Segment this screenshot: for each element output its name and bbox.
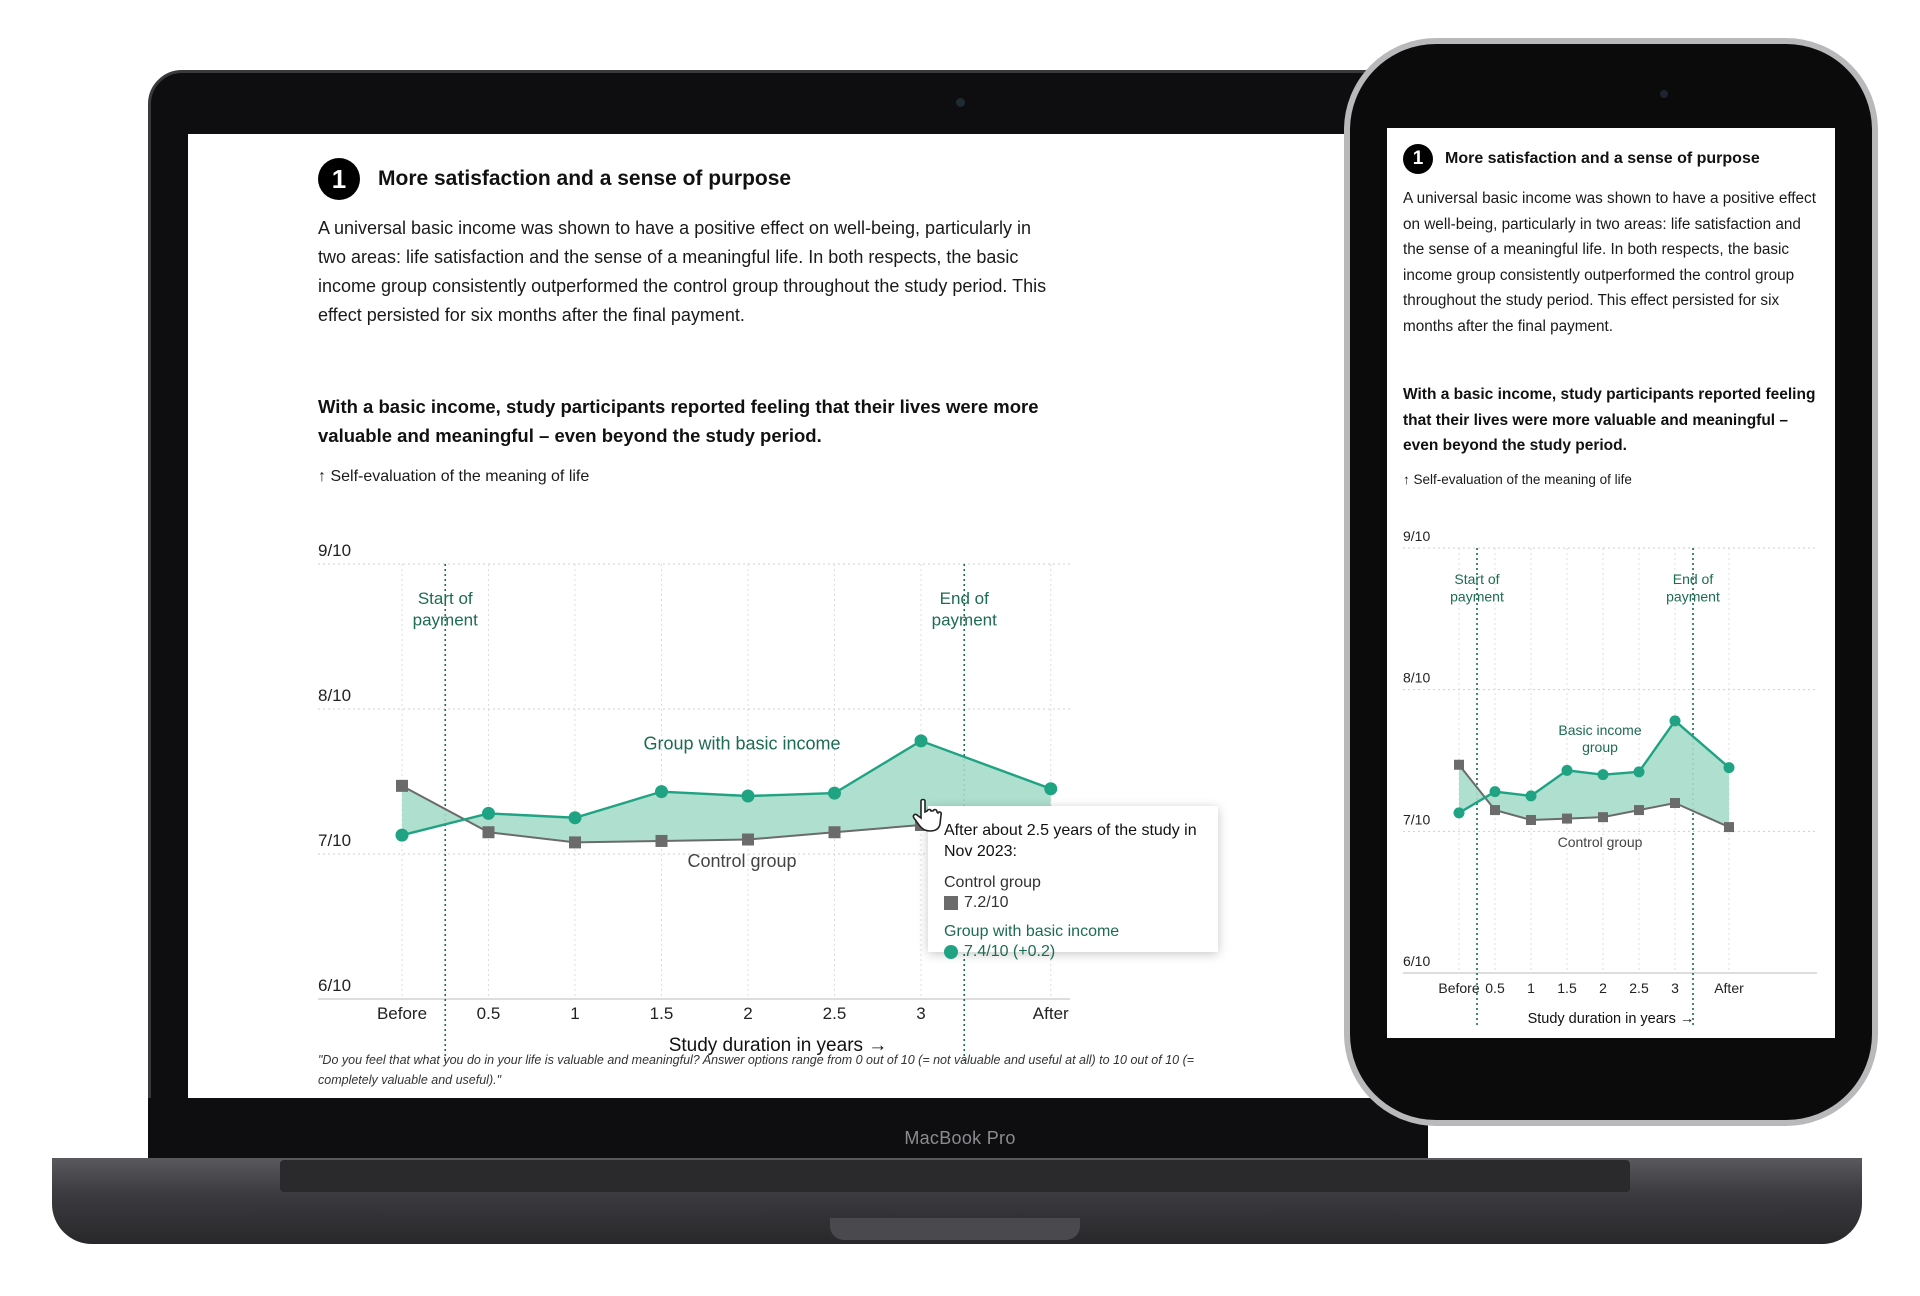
section-title: More satisfaction and a sense of purpose xyxy=(378,167,792,190)
section-header xyxy=(318,158,791,200)
laptop-chart xyxy=(188,484,1388,1084)
laptop-brand-label: MacBook Pro xyxy=(904,1128,1016,1148)
basic-income-series-label: Group with basic income xyxy=(643,733,841,754)
control-square-icon xyxy=(944,896,958,910)
control-group-point xyxy=(1562,814,1572,824)
x-tick-label: 3 xyxy=(916,1004,926,1023)
mobile-section-number-badge: 1 xyxy=(1403,144,1433,174)
basic-income-series-label: Basic income xyxy=(1558,722,1642,738)
basic-income-point xyxy=(1044,782,1057,795)
basic-income-point xyxy=(1670,715,1681,726)
chart-footnote: "Do you feel that what you do in your life is valuable and meaningful? Answer options range from 0 out of 10 (= not valuable and useful at all) to 10 out of 10 (= completely valuable and useful)." xyxy=(318,1053,1195,1087)
basic-income-point xyxy=(569,811,582,824)
payment-marker-label: End of xyxy=(939,589,989,608)
y-tick-label: 8/10 xyxy=(318,686,352,705)
x-tick-label: 2.5 xyxy=(1629,980,1649,996)
x-tick-label: 1.5 xyxy=(1557,980,1577,996)
basic-income-point xyxy=(915,734,928,747)
x-tick-label: Before xyxy=(376,1004,428,1023)
control-group-series-label: Control group xyxy=(1557,833,1643,850)
payment-marker-label: payment xyxy=(1666,588,1720,605)
control-group-point xyxy=(1526,815,1536,825)
tooltip-basic-value xyxy=(944,942,1202,962)
basic-income-point xyxy=(482,807,495,820)
control-group-point xyxy=(742,834,754,846)
chart-lede: With a basic income, study participants reported feeling that their lives were more valuable and meaningful – even beyond the study period. xyxy=(318,396,1039,446)
basic-income-point xyxy=(1490,786,1501,797)
mobile-section-title: More satisfaction and a sense of purpose xyxy=(1445,150,1760,167)
basic-income-series-label: group xyxy=(1582,738,1618,755)
x-tick-label: After xyxy=(1714,980,1744,996)
basic-income-point xyxy=(828,787,841,800)
x-tick-label: After xyxy=(1032,1004,1069,1023)
x-tick-label: 1.5 xyxy=(649,1004,674,1023)
basic-income-point xyxy=(1598,769,1609,780)
y-axis-label: ↑ Self-evaluation of the meaning of life xyxy=(318,468,590,485)
phone-screen xyxy=(1387,128,1835,1038)
control-group-series-label: Control group xyxy=(687,851,797,872)
control-group-point xyxy=(1634,805,1644,815)
laptop-opening-notch xyxy=(830,1218,1080,1240)
laptop-screen xyxy=(188,134,1388,1098)
x-tick-label: 2 xyxy=(743,1004,753,1023)
control-group-point xyxy=(829,826,841,838)
y-tick-label: 9/10 xyxy=(1403,528,1431,544)
phone-chart xyxy=(1387,488,1835,1028)
payment-marker-label: Start of xyxy=(1454,571,1500,587)
basic-income-point xyxy=(1526,790,1537,801)
control-group-point xyxy=(569,836,581,848)
basic-income-point xyxy=(396,829,409,842)
mobile-y-axis-label: ↑ Self-evaluation of the meaning of life xyxy=(1403,472,1632,487)
control-group-point xyxy=(396,780,408,792)
phone-camera xyxy=(1660,90,1668,98)
y-tick-label: 7/10 xyxy=(1403,811,1431,828)
basic-income-dot-icon xyxy=(944,945,958,959)
tooltip-title: After about 2.5 years of the study in Nov 2023: xyxy=(944,822,1197,860)
control-group-point xyxy=(656,835,668,847)
x-axis-label: Study duration in years → xyxy=(1527,1011,1695,1027)
control-group-point xyxy=(1724,822,1734,832)
tooltip-basic-number: 7.4/10 (+0.2) xyxy=(964,943,1056,960)
payment-marker-label: Start of xyxy=(417,589,473,608)
x-tick-label: Before xyxy=(1438,980,1480,996)
y-tick-label: 7/10 xyxy=(318,831,352,850)
control-group-point xyxy=(1598,812,1608,822)
basic-income-point xyxy=(1634,766,1645,777)
tooltip-basic-label: Group with basic income xyxy=(944,923,1120,940)
control-group-point xyxy=(1670,798,1680,808)
control-group-point xyxy=(1454,760,1464,770)
basic-income-point xyxy=(655,785,668,798)
y-tick-label: 6/10 xyxy=(1403,953,1431,969)
y-tick-label: 9/10 xyxy=(318,541,352,560)
chart-tooltip xyxy=(928,806,1218,960)
x-tick-label: 0.5 xyxy=(1485,980,1505,996)
article-body: A universal basic income was shown to have a positive effect on well-being, particularly in two areas: life satisfaction and the sense of a meaningful life. In both respects, the basic income group consistently outperformed the control group throughout the study period. This effect persisted for six months after the final payment. xyxy=(318,218,1047,325)
section-number-badge: 1 xyxy=(318,158,360,200)
x-tick-label: 2.5 xyxy=(822,1004,847,1023)
laptop-camera xyxy=(956,98,965,107)
y-tick-label: 6/10 xyxy=(318,976,352,995)
x-tick-label: 0.5 xyxy=(476,1004,501,1023)
payment-marker-label: payment xyxy=(412,610,478,630)
x-axis-label: Study duration in years → xyxy=(668,1035,888,1056)
payment-marker-label: End of xyxy=(1672,571,1714,587)
x-tick-label: 1 xyxy=(570,1004,580,1023)
mobile-article-body: A universal basic income was shown to have a positive effect on well-being, particularly in two areas: life satisfaction and the sense of a meaningful life. In both respects, the basic income group consistently outperformed the control group throughout the study period. This effect persisted for six months after the final payment. xyxy=(1403,190,1816,335)
basic-income-point xyxy=(1724,762,1735,773)
mobile-chart-lede: With a basic income, study participants reported feeling that their lives were more valuable and meaningful – even beyond the study period. xyxy=(1403,386,1816,454)
tooltip-control-label: Control group xyxy=(944,874,1041,891)
tooltip-control-number: 7.2/10 xyxy=(964,894,1009,911)
tooltip-control-value xyxy=(944,893,1202,913)
y-tick-label: 8/10 xyxy=(1403,669,1431,686)
x-tick-label: 2 xyxy=(1599,980,1607,996)
payment-marker-label: payment xyxy=(1450,588,1504,605)
laptop-keyboard-edge xyxy=(280,1160,1630,1192)
hand-cursor-icon xyxy=(912,798,942,832)
x-tick-label: 1 xyxy=(1527,980,1535,996)
x-tick-label: 3 xyxy=(1671,980,1679,996)
mobile-section-header xyxy=(1403,144,1760,174)
control-group-point xyxy=(1490,805,1500,815)
control-group-point xyxy=(483,826,495,838)
basic-income-point xyxy=(1562,765,1573,776)
payment-marker-label: payment xyxy=(931,610,997,630)
basic-income-point xyxy=(742,790,755,803)
basic-income-point xyxy=(1454,807,1465,818)
